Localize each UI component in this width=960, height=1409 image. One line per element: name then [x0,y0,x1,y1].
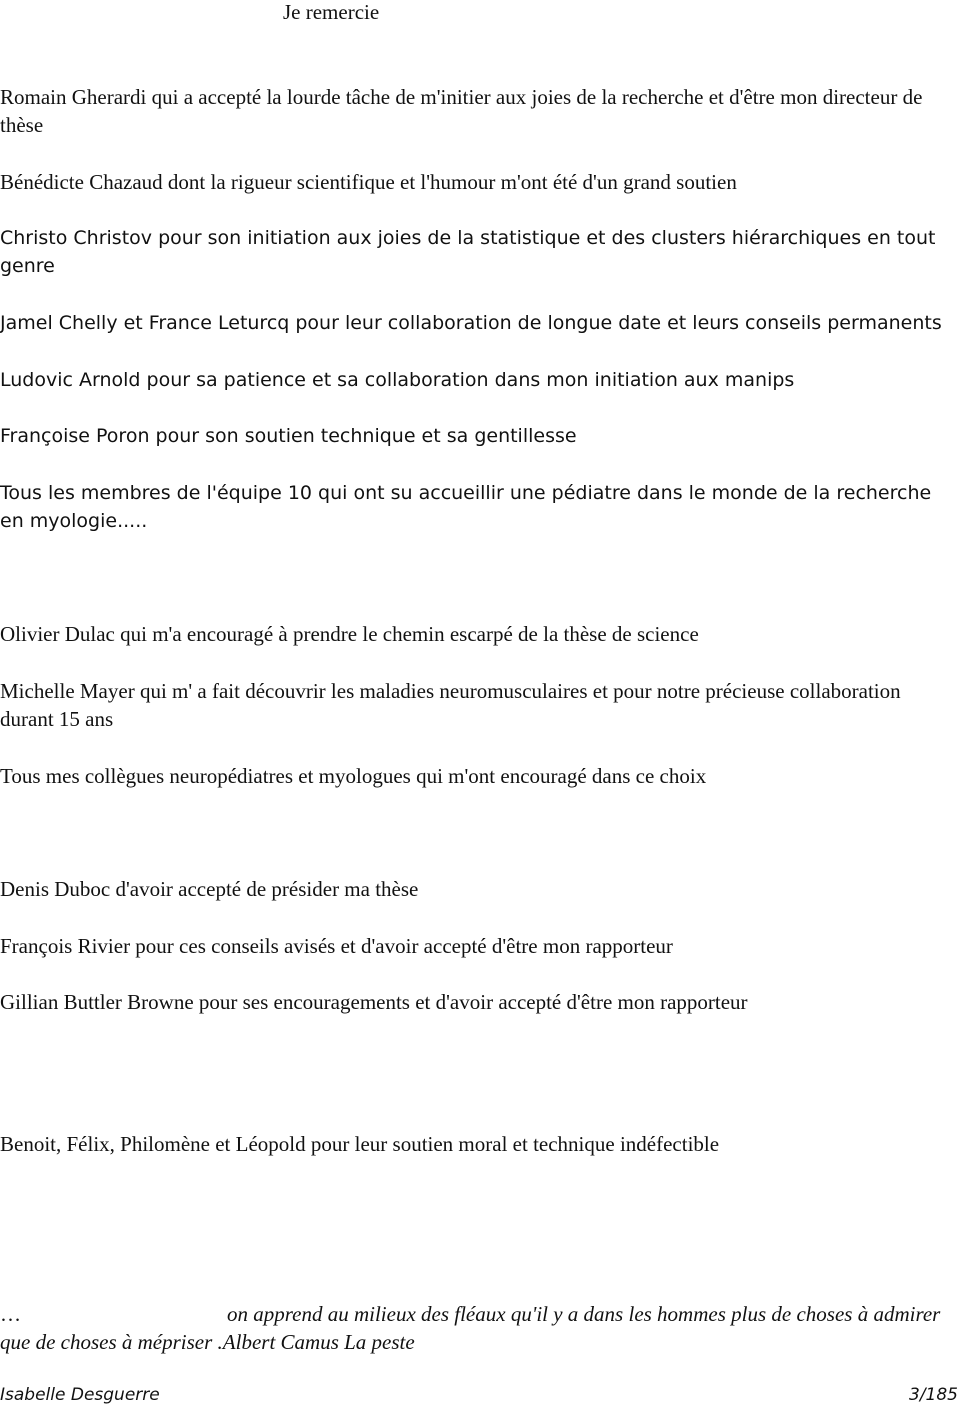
acknowledgement-paragraph: Benoit, Félix, Philomène et Léopold pour leur soutien moral et technique indéfectible [0,1132,720,1156]
acknowledgement-paragraph: Françoise Poron pour son soutien technique et sa gentillesse [0,425,577,447]
acknowledgement-paragraph: Bénédicte Chazaud dont la rigueur scientifique et l'humour m'ont été d'un grand soutien [0,170,737,194]
acknowledgement-paragraph: Denis Duboc d'avoir accepté de présider ma thèse [0,877,419,901]
closing-quote [0,1300,960,1356]
acknowledgement-paragraph: Christo Christov pour son initiation aux joies de la statistique et des clusters hiérarchiques en tout genre [0,227,936,277]
acknowledgement-paragraph: Ludovic Arnold pour sa patience et sa collaboration dans mon initiation aux manips [0,369,795,391]
quote-ellipsis: … [0,1302,21,1326]
acknowledgement-paragraph: Michelle Mayer qui m' a fait découvrir les maladies neuromusculaires et pour notre précieuse collaboration durant 15 ans [0,679,901,731]
acknowledgement-paragraph: Gillian Buttler Browne pour ses encouragements et d'avoir accepté d'être mon rapporteur [0,990,748,1014]
acknowledgement-paragraph: Jamel Chelly et France Leturcq pour leur collaboration de longue date et leurs conseils permanents [0,312,942,334]
footer-author: Isabelle Desguerre [0,1385,160,1405]
page-footer [0,1383,960,1407]
page-number: 3/185 [909,1385,958,1405]
acknowledgement-paragraph: Olivier Dulac qui m'a encouragé à prendre le chemin escarpé de la thèse de science [0,622,699,646]
acknowledgement-paragraph: Romain Gherardi qui a accepté la lourde tâche de m'initier aux joies de la recherche et d'être mon directeur de thèse [0,85,923,137]
acknowledgement-paragraph: Tous les membres de l'équipe 10 qui ont su accueillir une pédiatre dans le monde de la recherche en myologie..... [0,482,932,532]
quote-text: on apprend au milieux des fléaux qu'il y a dans les hommes plus de choses à admirer que de choses à mépriser .Albert Camus La peste [0,1302,941,1354]
acknowledgement-paragraph: Tous mes collègues neuropédiatres et myologues qui m'ont encouragé dans ce choix [0,764,707,788]
page-title: Je remercie [283,0,380,24]
acknowledgement-paragraph: François Rivier pour ces conseils avisés et d'avoir accepté d'être mon rapporteur [0,934,673,958]
